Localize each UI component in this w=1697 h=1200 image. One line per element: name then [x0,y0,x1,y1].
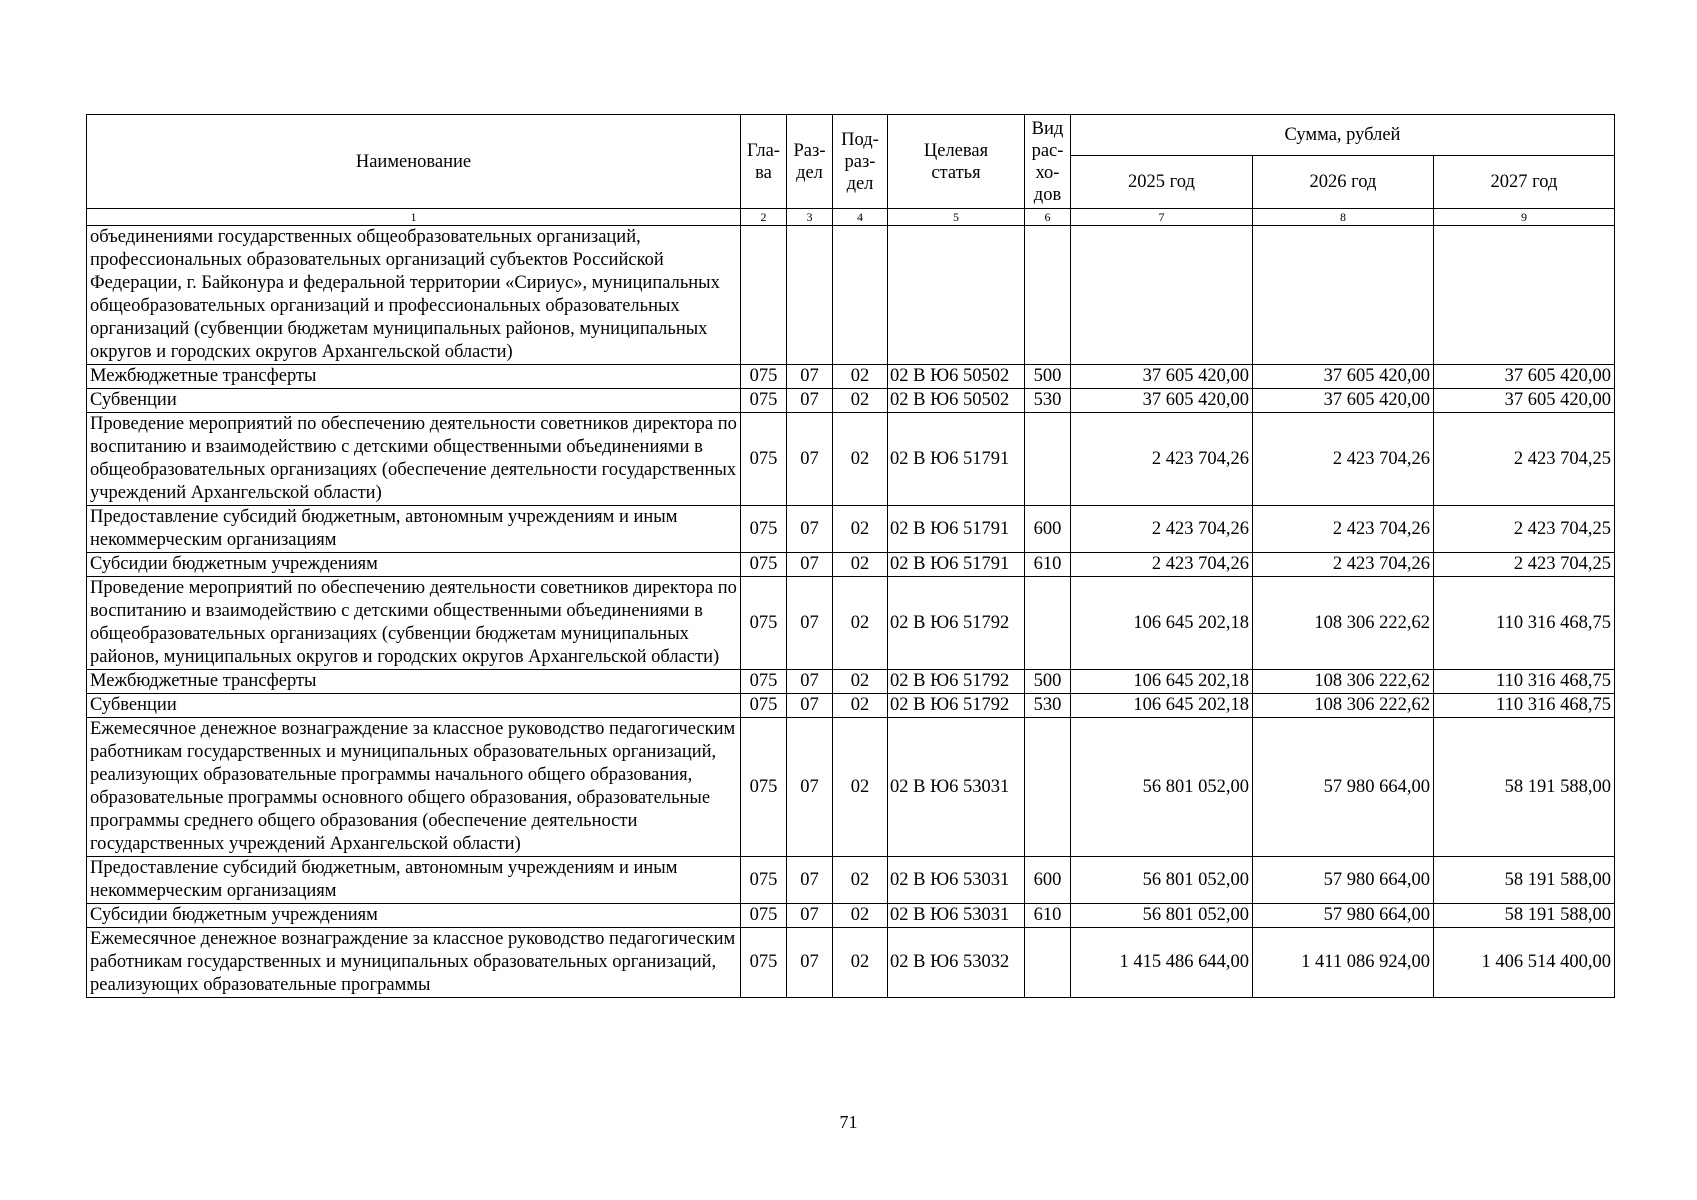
cell-2025: 2 423 704,26 [1071,506,1253,553]
cell-vid [1025,718,1071,857]
col-number: 8 [1253,209,1434,226]
cell-2027: 58 191 588,00 [1434,904,1615,928]
col-number: 2 [741,209,787,226]
cell-2026: 37 605 420,00 [1253,389,1434,413]
cell-2025: 37 605 420,00 [1071,389,1253,413]
cell-2025: 56 801 052,00 [1071,857,1253,904]
cell-glava: 075 [741,928,787,998]
cell-2025: 56 801 052,00 [1071,718,1253,857]
cell-vid: 530 [1025,389,1071,413]
col-number: 1 [87,209,741,226]
cell-2026: 108 306 222,62 [1253,577,1434,670]
cell-razdel: 07 [787,577,833,670]
cell-2025: 1 415 486 644,00 [1071,928,1253,998]
cell-2026: 37 605 420,00 [1253,365,1434,389]
cell-vid [1025,413,1071,506]
table-row [87,904,1615,928]
cell-2026 [1253,226,1434,365]
cell-target: 02 В Ю6 53032 [888,928,1025,998]
cell-2027: 110 316 468,75 [1434,694,1615,718]
cell-podrazdel: 02 [833,718,888,857]
cell-podrazdel: 02 [833,506,888,553]
cell-razdel: 07 [787,553,833,577]
cell-glava: 075 [741,718,787,857]
table-row [87,670,1615,694]
table-row [87,389,1615,413]
cell-podrazdel: 02 [833,389,888,413]
table-row [87,577,1615,670]
page-number: 71 [839,1112,858,1132]
cell-target: 02 В Ю6 51792 [888,670,1025,694]
cell-razdel: 07 [787,365,833,389]
cell-2026: 1 411 086 924,00 [1253,928,1434,998]
cell-name: Субсидии бюджетным учреждениям [87,904,741,928]
cell-podrazdel [833,226,888,365]
cell-glava: 075 [741,904,787,928]
col-number: 4 [833,209,888,226]
cell-2027: 58 191 588,00 [1434,857,1615,904]
cell-2025: 106 645 202,18 [1071,694,1253,718]
cell-2026: 108 306 222,62 [1253,670,1434,694]
col-number: 5 [888,209,1025,226]
cell-target: 02 В Ю6 50502 [888,365,1025,389]
cell-2026: 2 423 704,26 [1253,506,1434,553]
cell-name: объединениями государственных общеобразовательных организаций, профессиональных образовательных организаций субъектов Российской Федерации, г. Байконура и федеральной территории «Сириус», муниципальных общеобразовательных организаций и профессиональных образовательных организаций (субвенции бюджетам муниципальных районов, муниципальных округов и городских округов Архангельской области) [87,226,741,365]
cell-vid: 600 [1025,857,1071,904]
cell-vid: 600 [1025,506,1071,553]
cell-vid [1025,928,1071,998]
cell-glava: 075 [741,694,787,718]
cell-podrazdel: 02 [833,670,888,694]
header-name: Наименование [87,115,741,209]
cell-podrazdel: 02 [833,553,888,577]
cell-glava [741,226,787,365]
table-row [87,413,1615,506]
cell-name: Ежемесячное денежное вознаграждение за классное руководство педагогическим работникам государственных и муниципальных образовательных организаций, реализующих образовательные программы [87,928,741,998]
cell-target: 02 В Ю6 53031 [888,857,1025,904]
table-row [87,226,1615,365]
cell-2027: 2 423 704,25 [1434,553,1615,577]
cell-podrazdel: 02 [833,577,888,670]
cell-2025: 2 423 704,26 [1071,553,1253,577]
table-row [87,506,1615,553]
cell-2027: 37 605 420,00 [1434,389,1615,413]
cell-podrazdel: 02 [833,365,888,389]
cell-podrazdel: 02 [833,694,888,718]
cell-glava: 075 [741,553,787,577]
cell-name: Субсидии бюджетным учреждениям [87,553,741,577]
cell-2025: 106 645 202,18 [1071,670,1253,694]
cell-podrazdel: 02 [833,904,888,928]
col-number: 6 [1025,209,1071,226]
column-number-row [87,209,1615,226]
cell-2027: 2 423 704,25 [1434,413,1615,506]
cell-name: Предоставление субсидий бюджетным, автономным учреждениям и иным некоммерческим организациям [87,857,741,904]
cell-2027: 110 316 468,75 [1434,670,1615,694]
cell-podrazdel: 02 [833,928,888,998]
header-vid: Вид рас- хо- дов [1025,115,1071,209]
cell-name: Межбюджетные трансферты [87,670,741,694]
header-year-2025: 2025 год [1071,156,1253,209]
cell-2025 [1071,226,1253,365]
header-podrazdel: Под- раз- дел [833,115,888,209]
cell-2026: 57 980 664,00 [1253,857,1434,904]
cell-2026: 2 423 704,26 [1253,413,1434,506]
cell-glava: 075 [741,577,787,670]
cell-2027: 2 423 704,25 [1434,506,1615,553]
cell-razdel: 07 [787,389,833,413]
cell-razdel: 07 [787,694,833,718]
cell-razdel: 07 [787,904,833,928]
cell-glava: 075 [741,857,787,904]
cell-2025: 106 645 202,18 [1071,577,1253,670]
cell-name: Проведение мероприятий по обеспечению деятельности советников директора по воспитанию и взаимодействию с детскими общественными объединениями в общеобразовательных организациях (обеспечение деятельности государственных учреждений Архангельской области) [87,413,741,506]
header-razdel: Раз- дел [787,115,833,209]
col-number: 7 [1071,209,1253,226]
cell-target: 02 В Ю6 51792 [888,694,1025,718]
table-body [87,226,1615,998]
cell-target: 02 В Ю6 53031 [888,904,1025,928]
cell-vid [1025,577,1071,670]
cell-glava: 075 [741,413,787,506]
table-row [87,928,1615,998]
cell-2026: 57 980 664,00 [1253,718,1434,857]
header-year-2026: 2026 год [1253,156,1434,209]
cell-name: Межбюджетные трансферты [87,365,741,389]
cell-podrazdel: 02 [833,413,888,506]
cell-name: Ежемесячное денежное вознаграждение за классное руководство педагогическим работникам государственных и муниципальных образовательных организаций, реализующих образовательные программы начального общего образования, образовательные программы основного общего образования, образовательные программы среднего общего образования (обеспечение деятельности государственных учреждений Архангельской области) [87,718,741,857]
cell-vid: 610 [1025,904,1071,928]
cell-razdel: 07 [787,413,833,506]
cell-target: 02 В Ю6 53031 [888,718,1025,857]
cell-vid [1025,226,1071,365]
cell-vid: 500 [1025,365,1071,389]
header-glava: Гла- ва [741,115,787,209]
cell-razdel: 07 [787,928,833,998]
cell-target: 02 В Ю6 51791 [888,553,1025,577]
cell-2027 [1434,226,1615,365]
table-row [87,553,1615,577]
table-row [87,718,1615,857]
cell-2027: 37 605 420,00 [1434,365,1615,389]
cell-2025: 56 801 052,00 [1071,904,1253,928]
cell-glava: 075 [741,506,787,553]
cell-razdel [787,226,833,365]
cell-target: 02 В Ю6 51791 [888,506,1025,553]
cell-vid: 530 [1025,694,1071,718]
cell-razdel: 07 [787,857,833,904]
col-number: 9 [1434,209,1615,226]
table-row [87,857,1615,904]
cell-name: Предоставление субсидий бюджетным, автономным учреждениям и иным некоммерческим организациям [87,506,741,553]
cell-2026: 57 980 664,00 [1253,904,1434,928]
cell-razdel: 07 [787,670,833,694]
cell-2026: 108 306 222,62 [1253,694,1434,718]
cell-podrazdel: 02 [833,857,888,904]
cell-2025: 2 423 704,26 [1071,413,1253,506]
cell-target: 02 В Ю6 51791 [888,413,1025,506]
cell-target: 02 В Ю6 50502 [888,389,1025,413]
cell-vid: 610 [1025,553,1071,577]
col-number: 3 [787,209,833,226]
cell-2027: 1 406 514 400,00 [1434,928,1615,998]
cell-2026: 2 423 704,26 [1253,553,1434,577]
cell-target [888,226,1025,365]
cell-name: Субвенции [87,389,741,413]
budget-table [86,114,1615,998]
cell-2027: 58 191 588,00 [1434,718,1615,857]
cell-razdel: 07 [787,506,833,553]
cell-vid: 500 [1025,670,1071,694]
cell-target: 02 В Ю6 51792 [888,577,1025,670]
table-header [87,115,1615,226]
header-year-2027: 2027 год [1434,156,1615,209]
cell-name: Проведение мероприятий по обеспечению деятельности советников директора по воспитанию и взаимодействию с детскими общественными объединениями в общеобразовательных организациях (субвенции бюджетам муниципальных районов, муниципальных округов и городских округов Архангельской области) [87,577,741,670]
cell-2025: 37 605 420,00 [1071,365,1253,389]
cell-glava: 075 [741,365,787,389]
header-target: Целевая статья [888,115,1025,209]
cell-2027: 110 316 468,75 [1434,577,1615,670]
header-sum: Сумма, рублей [1071,115,1615,156]
cell-name: Субвенции [87,694,741,718]
table-row [87,365,1615,389]
cell-glava: 075 [741,389,787,413]
table-row [87,694,1615,718]
cell-glava: 075 [741,670,787,694]
cell-razdel: 07 [787,718,833,857]
